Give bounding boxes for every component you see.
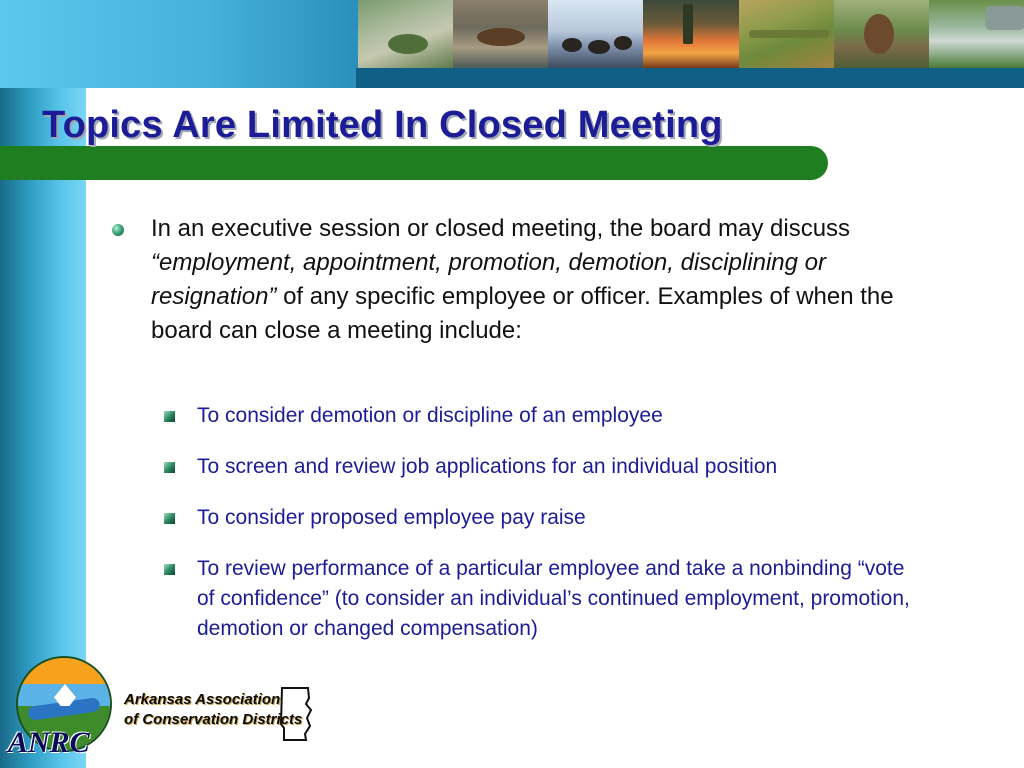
main-text-lead: In an executive session or closed meeting, the board may discuss bbox=[151, 215, 851, 242]
sub-bullet-list bbox=[164, 401, 924, 665]
association-line-1: Arkansas Association bbox=[124, 691, 281, 708]
main-bullet-text bbox=[151, 212, 911, 348]
slide-title: Topics Are Limited In Closed Meeting bbox=[42, 104, 723, 146]
main-text-emphasis: “employment, appointment, promotion, demotion, disciplining or resignation” bbox=[151, 249, 827, 310]
sub-bullet-text: To consider proposed employee pay raise bbox=[197, 506, 586, 529]
association-logo-text bbox=[124, 690, 302, 730]
top-dark-band bbox=[356, 68, 1024, 88]
sub-bullet-text: To consider demotion or discipline of an employee bbox=[197, 404, 663, 427]
quail-photo bbox=[834, 0, 929, 68]
association-line-2: of Conservation Districts bbox=[124, 711, 303, 728]
list-item bbox=[164, 401, 917, 431]
square-bullet-icon bbox=[164, 513, 175, 524]
round-bullet-icon bbox=[112, 224, 124, 236]
list-item bbox=[164, 554, 917, 644]
bison-photo bbox=[548, 0, 643, 68]
title-underline-bar bbox=[0, 146, 828, 180]
list-item bbox=[164, 503, 917, 533]
square-bullet-icon bbox=[164, 462, 175, 473]
header-photo-strip bbox=[358, 0, 1024, 68]
square-bullet-icon bbox=[164, 411, 175, 422]
sub-bullet-text: To review performance of a particular employee and take a nonbinding “vote of confidence” (to consider an individual’s continued employment, promotion, demotion or changed compensation) bbox=[197, 557, 910, 640]
list-item bbox=[164, 452, 917, 482]
farmland-photo bbox=[739, 0, 834, 68]
square-bullet-icon bbox=[164, 564, 175, 575]
wetland-photo bbox=[358, 0, 453, 68]
main-text-tail: of any specific employee or officer. Examples of when the board can close a meeting include: bbox=[151, 283, 894, 344]
fire-photo bbox=[643, 0, 738, 68]
anrc-logo-text: ANRC bbox=[8, 726, 90, 759]
otter-photo bbox=[453, 0, 548, 68]
arkansas-state-icon bbox=[278, 684, 314, 744]
pipe-photo bbox=[929, 0, 1024, 68]
sub-bullet-text: To screen and review job applications for an individual position bbox=[197, 455, 778, 478]
